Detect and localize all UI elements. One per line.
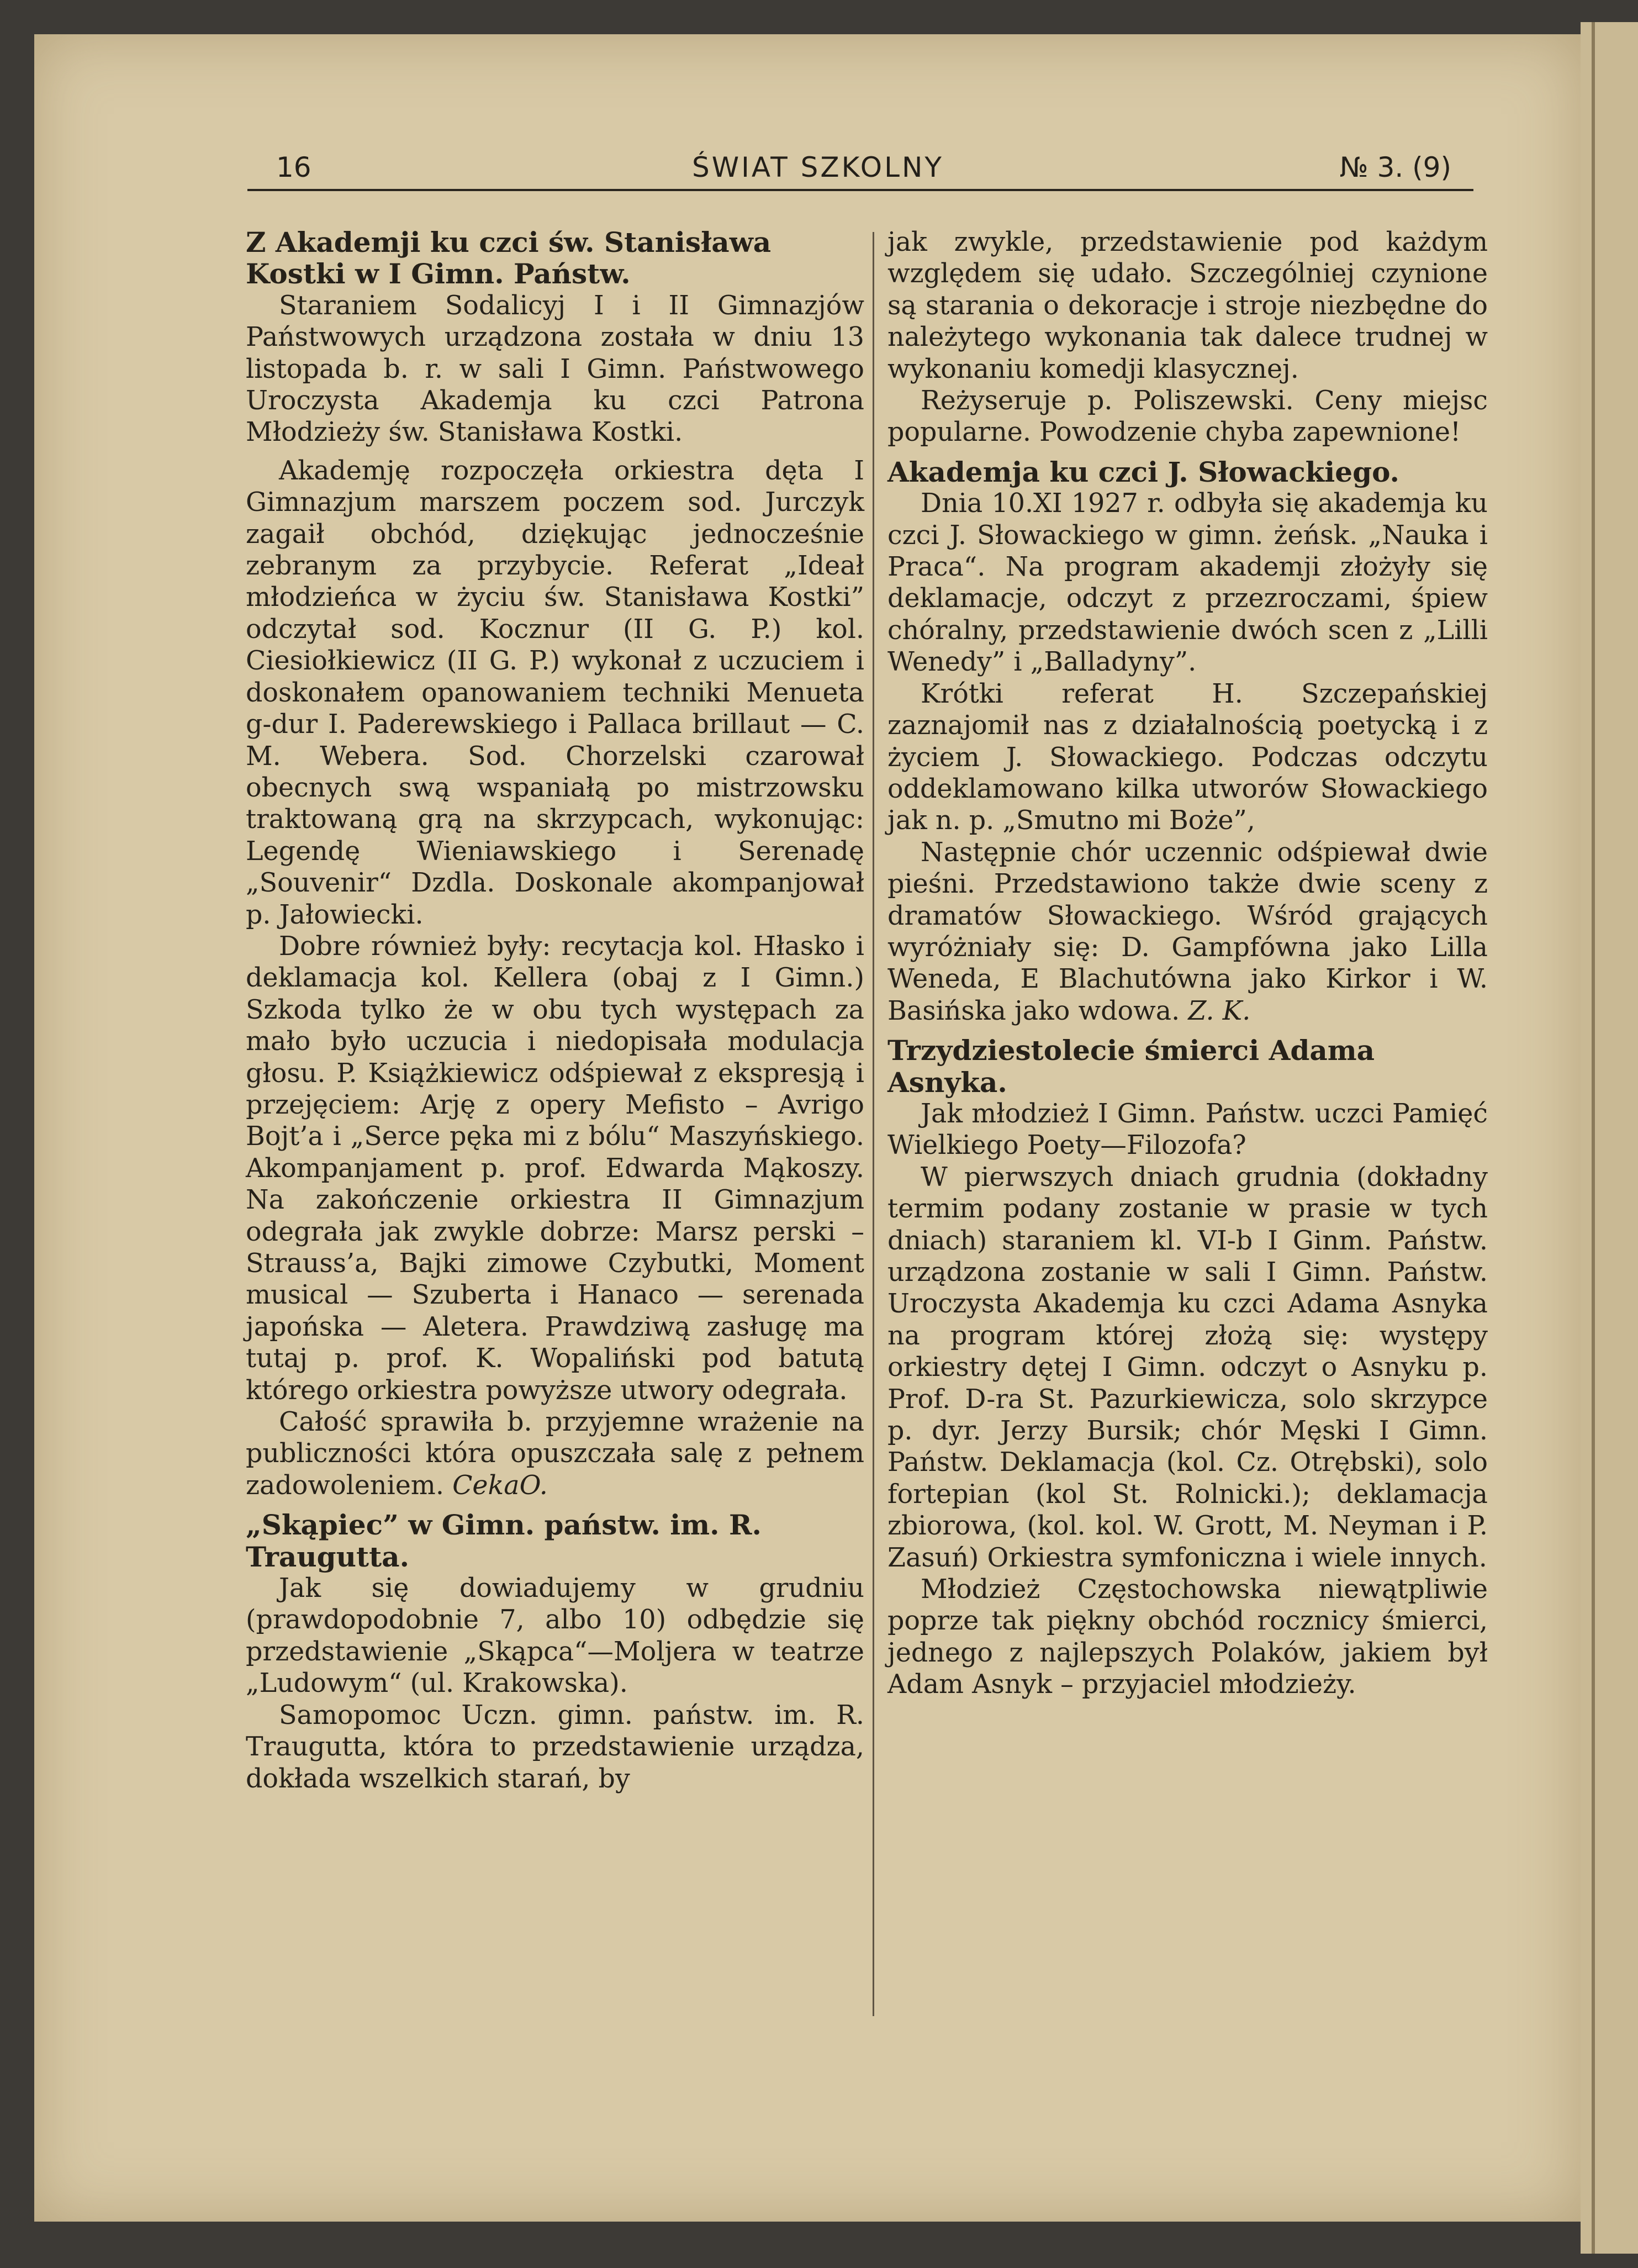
page-crease (1592, 22, 1595, 2254)
article-paragraph: W pierwszych dniach grudnia (dokładny termim podany zostanie w prasie w tych dniach) staraniem kl. VI-b I Ginm. Państw. urządzona zostanie w sali I Gimn. Państw. Uroczysta Akademja ku czci Adama Asnyka na program której złożą się: występy orkiestry dętej I Gimn. odczyt o Asnyku p. Prof. D-ra St. Pazurkiewicza, solo skrzypce p. dyr. Jerzy Bursik; chór Męski I Gimn. Państw. Deklamacja (kol. Cz. Otrębski), solo fortepian (kol St. Rolnicki.); deklamacja zbiorowa, (kol. kol. W. Grott, M. Neyman i P. Zasuń) Orkiestra symfoniczna i wiele innych. (887, 1162, 1488, 1573)
article-paragraph: jak zwykle, przedstawienie pod każdym względem się udało. Szczególniej czynione są starania o dekoracje i stroje niezbędne do należytego wykonania tak dalece trudnej w wykonaniu komedji klasycznej. (887, 227, 1488, 384)
article-skapiec (246, 1509, 864, 1795)
article-paragraph: Krótki referat H. Szczepańskiej zaznajomił nas z działalnością poetycką i z życiem J. Słowackiego. Podczas odczytu oddeklamowano kilka utworów Słowackiego jak n. p. „Smutno mi Boże”, (887, 678, 1488, 836)
page-header (247, 148, 1473, 191)
article-slowacki (887, 456, 1488, 1027)
article-kostka (246, 226, 864, 1501)
article-paragraph: Jak młodzież I Gimn. Państw. uczci Pamięć Wielkiego Poety—Filozofa? (887, 1098, 1488, 1161)
article-paragraph: Jak się dowiadujemy w grudniu (prawdopodobnie 7, albo 10) odbędzie się przedstawienie „Skąpca“—Moljera w teatrze „Ludowym“ (ul. Krakowska). (246, 1573, 864, 1699)
article-paragraph (246, 1406, 864, 1501)
page-number: 16 (276, 151, 311, 183)
next-page-edge (1581, 22, 1638, 2254)
article-paragraph-text: Całość sprawiła b. przyjemne wrażenie na publiczności która opuszczała salę z pełnem zadowoleniem. (246, 1407, 864, 1501)
article-paragraph: Młodzież Częstochowska niewątpliwie poprze tak piękny obchód rocznicy śmierci, jednego z najlepszych Polaków, jakiem był Adam Asnyk – przyjaciel młodzieży. (887, 1574, 1488, 1700)
article-paragraph: Reżyseruje p. Poliszewski. Ceny miejsc popularne. Powodzenie chyba zapewnione! (887, 386, 1488, 448)
left-column (246, 226, 864, 1795)
article-title: Trzydziestolecie śmierci Adama Asnyka. (887, 1034, 1375, 1099)
right-column (887, 226, 1488, 1701)
journal-title: ŚWIAT SZKOLNY (692, 151, 944, 183)
article-paragraph-text: Następnie chór uczennic odśpiewał dwie pieśni. Przedstawiono także dwie sceny z dramatów Słowackiego. Wśród grających wyróżniały się: D. Gampfówna jako Lilla Weneda, E Blachutówna jako Kirkor i W. Basińska jako wdowa. (887, 837, 1488, 1026)
article-signature: Z. K. (1188, 995, 1251, 1026)
article-title: Z Akademji ku czci św. Stanisława Kostki w I Gimn. Państw. (246, 226, 772, 291)
article-skapiec-continued (887, 226, 1488, 449)
article-paragraph: Dobre również były: recytacja kol. Hłasko i deklamacja kol. Kellera (obaj z I Gimn.) Szkoda tylko że w obu tych występach za mało było uczucia i niedopisała modulacja głosu. P. Książkiewicz odśpiewał z ekspresją i przejęciem: Arję z opery Mefisto – Avrigo Bojt’a i „Serce pęka mi z bólu“ Maszyńskiego. Akompanjament p. prof. Edwarda Mąkoszy. Na zakończenie orkiestra II Gimnazjum odegrała jak zwykle dobrze: Marsz perski – Strauss’a, Bajki zimowe Czybutki, Moment musical — Szuberta i Hanaco — serenada japońska — Aletera. Prawdziwą zasługę ma tutaj p. prof. K. Wopaliński pod batutą którego orkiestra powyższe utwory odegrała. (246, 931, 864, 1406)
issue-number: № 3. (9) (1339, 151, 1451, 183)
article-paragraph: Dnia 10.XI 1927 r. odbyła się akademja ku czci J. Słowackiego w gimn. żeńsk. „Nauka i Praca“. Na program akademji złożyły się deklamacje, odczyt z przezroczami, śpiew chóralny, przedstawienie dwóch scen z „Lilli Wenedy” i „Balladyny”. (887, 488, 1488, 678)
column-divider (873, 232, 874, 2016)
article-paragraph: Akademję rozpoczęła orkiestra dęta I Gimnazjum marszem poczem sod. Jurczyk zagaił obchód, dziękując jednocześnie zebranym za przybycie. Referat „Ideał młodzieńca w życiu św. Stanisława Kostki” odczytał sod. Kocznur (II G. P.) kol. Ciesiołkiewicz (II G. P.) wykonał z uczuciem i doskonałem opanowaniem techniki Menueta g-dur I. Paderewskiego i Pallaca brillaut — C. M. Webera. Sod. Chorzelski czarował obecnych swą wspaniałą po mistrzowsku traktowaną grą na skrzypcach, wykonując: Legendę Wieniawskiego i Serenadę „Souvenir“ Dzdla. Doskonale akompanjował p. Jałowiecki. (246, 455, 864, 930)
article-paragraph: Staraniem Sodalicyj I i II Gimnazjów Państwowych urządzona została w dniu 13 listopada b. r. w sali I Gimn. Państwowego Uroczysta Akademja ku czci Patrona Młodzieży św. Stanisława Kostki. (246, 290, 864, 448)
article-paragraph: Samopomoc Uczn. gimn. państw. im. R. Traugutta, która to przedstawienie urządza, dokłada wszelkich starań, by (246, 1700, 864, 1794)
article-paragraph (887, 837, 1488, 1027)
article-signature: CekaO. (452, 1470, 548, 1501)
article-title: Akademja ku czci J. Słowackiego. (887, 455, 1399, 488)
article-asnyk (887, 1035, 1488, 1701)
article-title: „Skąpiec” w Gimn. państw. im. R. Traugutta. (246, 1509, 762, 1573)
